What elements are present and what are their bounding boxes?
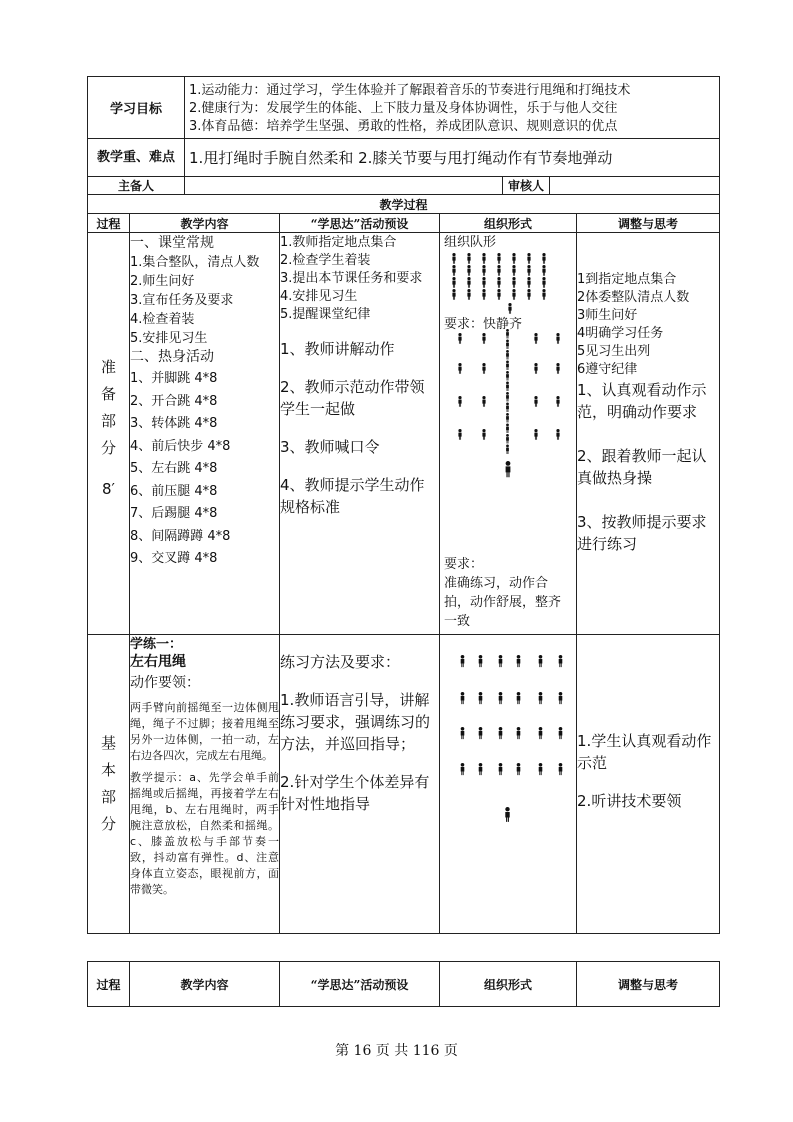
- prep-adjust-cell: [577, 233, 720, 635]
- stage-char: 分: [100, 815, 116, 833]
- activity-item: 4.安排见习生: [280, 289, 358, 304]
- stage-char: 本: [100, 761, 116, 779]
- org-title: 组织队形: [444, 235, 497, 250]
- warmup-item: 5、左右跳 4*8: [130, 461, 218, 476]
- content-heading: 二、热身活动: [130, 349, 214, 365]
- preparer-label: 主备人: [88, 177, 185, 195]
- student-figure: [452, 253, 455, 264]
- method-item: 2.针对学生个体差异有针对性地指导: [280, 773, 430, 813]
- adjust-item: 1.学生认真观看动作示范: [577, 732, 712, 772]
- student-figure: [497, 289, 500, 300]
- student-figure: [482, 277, 485, 288]
- essentials-label: 动作要领：: [130, 675, 200, 691]
- student-figure: [559, 763, 563, 775]
- student-figure: [506, 392, 509, 401]
- reviewer-label: 审核人: [503, 177, 550, 195]
- student-figure: [497, 265, 500, 276]
- student-figure: [482, 265, 485, 276]
- formation-grid: [461, 655, 563, 822]
- header-adjust: 调整与思考: [577, 962, 720, 1007]
- student-figure: [508, 303, 511, 314]
- student-figure: [534, 396, 537, 407]
- header-content: 教学内容: [130, 962, 280, 1007]
- student-figure: [506, 424, 509, 433]
- content-heading: 一、课堂常规: [130, 235, 214, 251]
- activity-step: 4、教师提示学生动作规格标准: [280, 476, 425, 516]
- adjust-item: 4明确学习任务: [577, 326, 664, 341]
- student-figure: [497, 277, 500, 288]
- student-figure: [482, 429, 485, 440]
- student-figure: [517, 727, 521, 739]
- student-figure: [458, 363, 461, 374]
- method-label: 练习方法及要求：: [280, 653, 401, 671]
- key-points-text: 1.甩打绳时手腕自然柔和 2.膝关节要与甩打绳动作有节奏地弹动: [185, 139, 720, 177]
- student-figure: [506, 413, 509, 422]
- student-figure: [527, 253, 530, 264]
- warmup-item: 1、并脚跳 4*8: [130, 371, 218, 386]
- adjust-item: 2.听讲技术要领: [577, 792, 682, 810]
- content-item: 2.师生问好: [130, 274, 195, 289]
- prep-content-cell: [130, 233, 280, 635]
- student-figure: [556, 333, 559, 344]
- continuation-table: [87, 961, 720, 1007]
- activity-item: 5.提醒课堂纪律: [280, 307, 371, 322]
- goal-line: 3.体育品德：培养学生坚强、勇敢的性格，养成团队意识、规则意识的优点: [189, 119, 618, 134]
- student-figure: [542, 265, 545, 276]
- practice-formation-diagram: [440, 635, 576, 929]
- activity-step: 3、教师喊口令: [280, 438, 380, 456]
- goal-line: 2.健康行为：发展学生的体能、上下肢力量及身体协调性，乐于与他人交往: [189, 101, 618, 116]
- adjust-item: 1到指定地点集合: [577, 272, 677, 287]
- student-figure: [461, 655, 465, 667]
- header-activity: “学思达”活动预设: [280, 214, 440, 233]
- content-item: 1.集合整队，清点人数: [130, 255, 260, 270]
- warmup-item: 4、前后快步 4*8: [130, 438, 231, 454]
- goal-line: 1.运动能力：通过学习，学生体验并了解跟着音乐的节奏进行甩绳和打绳技术: [189, 83, 631, 98]
- student-figure: [499, 727, 503, 739]
- header-organization: 组织形式: [440, 214, 577, 233]
- student-figure: [458, 396, 461, 407]
- student-figure: [542, 253, 545, 264]
- warmup-item: 8、间隔蹲蹲 4*8: [130, 528, 231, 544]
- student-figure: [517, 655, 521, 667]
- student-figure: [512, 253, 515, 264]
- activity-step: 2、教师示范动作带领学生一起做: [280, 378, 425, 418]
- student-figure: [461, 692, 465, 704]
- student-figure: [517, 692, 521, 704]
- stage-char: 部: [100, 412, 116, 430]
- student-figure: [506, 461, 511, 477]
- header-stage: 过程: [88, 214, 130, 233]
- student-figure: [467, 289, 470, 300]
- student-figure: [506, 340, 509, 349]
- content-item: 5.安排见习生: [130, 331, 208, 346]
- formation-grid: [452, 253, 545, 314]
- student-figure: [527, 265, 530, 276]
- student-figure: [512, 265, 515, 276]
- adjust-item: 3师生问好: [577, 308, 638, 323]
- student-figure: [539, 692, 543, 704]
- header-adjust: 调整与思考: [577, 214, 720, 233]
- student-figure: [482, 289, 485, 300]
- prep-activity-cell: [280, 233, 440, 635]
- student-figure: [527, 289, 530, 300]
- org-requirement-label: 要求：: [444, 557, 484, 572]
- adjust-step: 1、认真观看动作示范，明确动作要求: [577, 381, 707, 421]
- student-figure: [497, 253, 500, 264]
- student-figure: [452, 265, 455, 276]
- goals-label: 学习目标: [88, 77, 185, 139]
- student-figure: [482, 363, 485, 374]
- student-figure: [461, 727, 465, 739]
- header-stage: 过程: [88, 962, 130, 1007]
- student-figure: [556, 429, 559, 440]
- student-figure: [482, 253, 485, 264]
- student-figure: [479, 727, 483, 739]
- student-figure: [499, 655, 503, 667]
- student-figure: [479, 655, 483, 667]
- student-figure: [556, 396, 559, 407]
- adjust-item: 5见习生出列: [577, 344, 651, 359]
- student-figure: [517, 763, 521, 775]
- student-figure: [559, 692, 563, 704]
- stage-char: 备: [100, 385, 116, 403]
- student-figure: [506, 382, 509, 391]
- header-content: 教学内容: [130, 214, 280, 233]
- student-figure: [534, 363, 537, 374]
- student-figure: [482, 396, 485, 407]
- adjust-item: 2体委整队清点人数: [577, 290, 690, 305]
- student-figure: [527, 277, 530, 288]
- activity-item: 1.教师指定地点集合: [280, 235, 397, 250]
- student-figure: [542, 289, 545, 300]
- student-figure: [539, 655, 543, 667]
- prep-stage-cell: [88, 233, 130, 635]
- student-figure: [539, 727, 543, 739]
- student-figure: [499, 692, 503, 704]
- basic-organization-cell: [440, 635, 577, 934]
- activity-item: 2.检查学生着装: [280, 253, 371, 268]
- student-figure: [559, 727, 563, 739]
- student-figure: [556, 363, 559, 374]
- student-figure: [467, 277, 470, 288]
- student-figure: [467, 265, 470, 276]
- stage-char: 准: [100, 358, 116, 376]
- org-requirement-text: 准确练习，动作合拍，动作舒展，整齐一致: [444, 576, 562, 629]
- student-figure: [461, 763, 465, 775]
- basic-activity-cell: [280, 635, 440, 934]
- student-figure: [506, 403, 509, 412]
- student-figure: [482, 333, 485, 344]
- student-figure: [534, 333, 537, 344]
- warmup-item: 9、交叉蹲 4*8: [130, 551, 218, 566]
- student-figure: [539, 763, 543, 775]
- org-requirement: 要求：快静齐: [444, 317, 523, 332]
- stage-char: 基: [100, 734, 116, 752]
- stage-time: 8′: [102, 480, 115, 498]
- teaching-tips: 教学提示：a、先学会单手前摇绳或后摇绳，再接着学左右甩绳，b、左右甩绳时，两手腕注意放松，自然柔和摇绳。c、膝盖放松与手部节奏一致，抖动富有弹性。d、注意身体直立姿态，眼视前方，面带微笑。: [130, 770, 280, 896]
- process-title: 教学过程: [88, 195, 720, 214]
- student-figure: [512, 289, 515, 300]
- stage-char: 部: [100, 788, 116, 806]
- activity-item: 3.提出本节课任务和要求: [280, 271, 423, 286]
- student-figure: [506, 445, 509, 454]
- student-figure: [452, 277, 455, 288]
- header-activity: “学思达”活动预设: [280, 962, 440, 1007]
- student-figure: [499, 763, 503, 775]
- student-figure: [479, 692, 483, 704]
- student-figure: [559, 655, 563, 667]
- adjust-step: 3、按教师提示要求进行练习: [577, 513, 707, 553]
- adjust-step: 2、跟着教师一起认真做热身操: [577, 447, 707, 487]
- page-footer: 第 16 页 共 116 页: [335, 1043, 458, 1059]
- goals-text: [185, 77, 720, 139]
- essentials-text: 两手臂向前摇绳至一边体侧甩绳，绳子不过脚；接着甩绳至另外一边体侧，一拍一动，左右边各四次，完成左右甩绳。: [130, 700, 280, 762]
- student-figure: [506, 371, 509, 380]
- key-points-label: 教学重、难点: [88, 139, 185, 177]
- content-item: 4.检查着装: [130, 312, 195, 327]
- method-item: 1.教师语言引导，讲解练习要求，强调练习的方法，并巡回指导；: [280, 691, 431, 753]
- student-figure: [467, 253, 470, 264]
- basic-adjust-cell: [577, 635, 720, 934]
- student-figure: [506, 434, 509, 443]
- stage-char: 分: [100, 439, 116, 457]
- student-figure: [542, 277, 545, 288]
- student-figure: [505, 807, 509, 822]
- warmup-item: 7、后踢腿 4*8: [130, 506, 218, 521]
- warmup-item: 3、转体跳 4*8: [130, 416, 218, 431]
- student-figure: [506, 350, 509, 359]
- practice-name: 左右甩绳: [130, 654, 186, 670]
- student-figure: [458, 429, 461, 440]
- student-figure: [479, 763, 483, 775]
- basic-content-cell: [130, 635, 280, 934]
- student-figure: [534, 429, 537, 440]
- warmup-item: 2、开合跳 4*8: [130, 393, 218, 409]
- student-figure: [452, 289, 455, 300]
- reviewer-value: [550, 177, 720, 195]
- practice-title: 学练一：: [130, 637, 183, 652]
- header-organization: 组织形式: [440, 962, 577, 1007]
- adjust-item: 6遵守纪律: [577, 362, 638, 377]
- lesson-plan-table: [87, 76, 720, 934]
- formation-lines: [458, 329, 559, 477]
- preparer-value: [185, 177, 503, 195]
- basic-stage-cell: [88, 635, 130, 934]
- activity-step: 1、教师讲解动作: [280, 340, 395, 358]
- student-figure: [512, 277, 515, 288]
- warmup-item: 6、前压腿 4*8: [130, 483, 218, 499]
- prep-organization-cell: [440, 233, 577, 635]
- student-figure: [458, 333, 461, 344]
- student-figure: [506, 361, 509, 370]
- content-item: 3.宣布任务及要求: [130, 293, 234, 308]
